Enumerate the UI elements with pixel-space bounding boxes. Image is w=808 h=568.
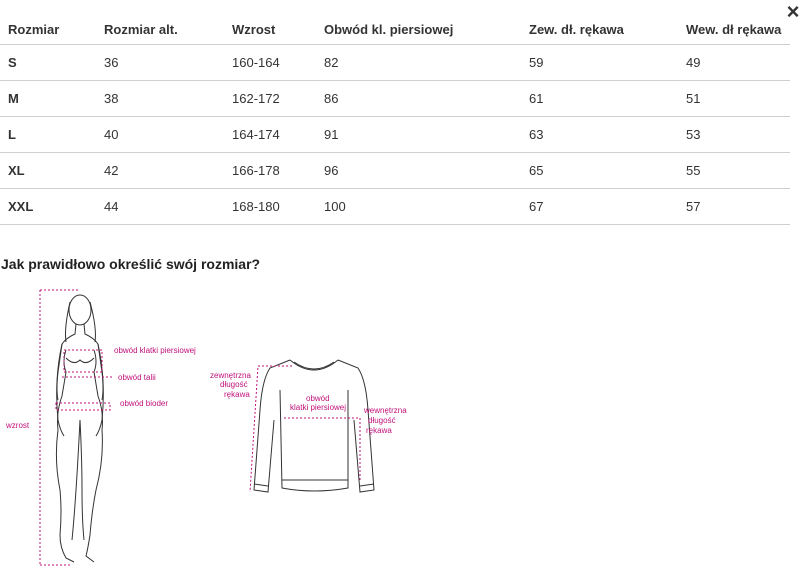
- label-outer-sleeve-2: długość: [220, 380, 248, 389]
- shirt-measure-guides: [250, 366, 360, 492]
- table-cell: 168-180: [224, 189, 316, 225]
- size-table: [0, 14, 790, 225]
- label-chest-shirt-2: klatki piersiowej: [290, 403, 347, 412]
- table-cell: M: [0, 81, 96, 117]
- shirt-figure: [254, 360, 374, 492]
- table-cell: XL: [0, 153, 96, 189]
- label-chest-body: obwód klatki piersiowej: [114, 346, 196, 355]
- header-inner-sleeve: Wew. dł rękawa: [678, 14, 790, 45]
- table-row: [0, 45, 790, 81]
- table-cell: 38: [96, 81, 224, 117]
- table-cell: 57: [678, 189, 790, 225]
- table-cell: 51: [678, 81, 790, 117]
- table-cell: 164-174: [224, 117, 316, 153]
- table-cell: 49: [678, 45, 790, 81]
- table-cell: 63: [521, 117, 678, 153]
- body-measure-guides: [40, 290, 112, 565]
- table-row: [0, 189, 790, 225]
- close-icon[interactable]: ×: [786, 0, 800, 24]
- table-cell: 100: [316, 189, 521, 225]
- table-cell: 36: [96, 45, 224, 81]
- label-inner-sleeve-2: długość: [368, 416, 396, 425]
- table-cell: 96: [316, 153, 521, 189]
- table-cell: 55: [678, 153, 790, 189]
- label-hips: obwód bioder: [120, 399, 169, 408]
- table-cell: 59: [521, 45, 678, 81]
- header-size-alt: Rozmiar alt.: [96, 14, 224, 45]
- table-cell: L: [0, 117, 96, 153]
- table-cell: 40: [96, 117, 224, 153]
- table-cell: 65: [521, 153, 678, 189]
- table-cell: 160-164: [224, 45, 316, 81]
- size-guide-title: Jak prawidłowo określić swój rozmiar?: [1, 256, 261, 272]
- label-outer-sleeve-3: rękawa: [224, 390, 250, 399]
- table-cell: 67: [521, 189, 678, 225]
- table-cell: 61: [521, 81, 678, 117]
- table-cell: S: [0, 45, 96, 81]
- measurement-illustration: [0, 280, 440, 568]
- label-height: wzrost: [6, 421, 30, 430]
- label-outer-sleeve-1: zewnętrzna: [210, 371, 251, 380]
- table-row: [0, 153, 790, 189]
- table-cell: 44: [96, 189, 224, 225]
- label-inner-sleeve-3: rękawa: [366, 426, 392, 435]
- table-cell: 42: [96, 153, 224, 189]
- header-height: Wzrost: [224, 14, 316, 45]
- label-chest-shirt-1: obwód: [306, 394, 330, 403]
- table-header-row: [0, 14, 790, 45]
- body-figure: [56, 295, 103, 562]
- table-cell: 162-172: [224, 81, 316, 117]
- label-inner-sleeve-1: wewnętrzna: [364, 406, 407, 415]
- table-cell: 82: [316, 45, 521, 81]
- table-row: [0, 81, 790, 117]
- table-row: [0, 117, 790, 153]
- table-cell: 166-178: [224, 153, 316, 189]
- label-waist: obwód talii: [118, 373, 156, 382]
- table-cell: 53: [678, 117, 790, 153]
- header-size: Rozmiar: [0, 14, 96, 45]
- table-cell: 91: [316, 117, 521, 153]
- table-cell: 86: [316, 81, 521, 117]
- table-cell: XXL: [0, 189, 96, 225]
- header-chest: Obwód kl. piersiowej: [316, 14, 521, 45]
- header-outer-sleeve: Zew. dł. rękawa: [521, 14, 678, 45]
